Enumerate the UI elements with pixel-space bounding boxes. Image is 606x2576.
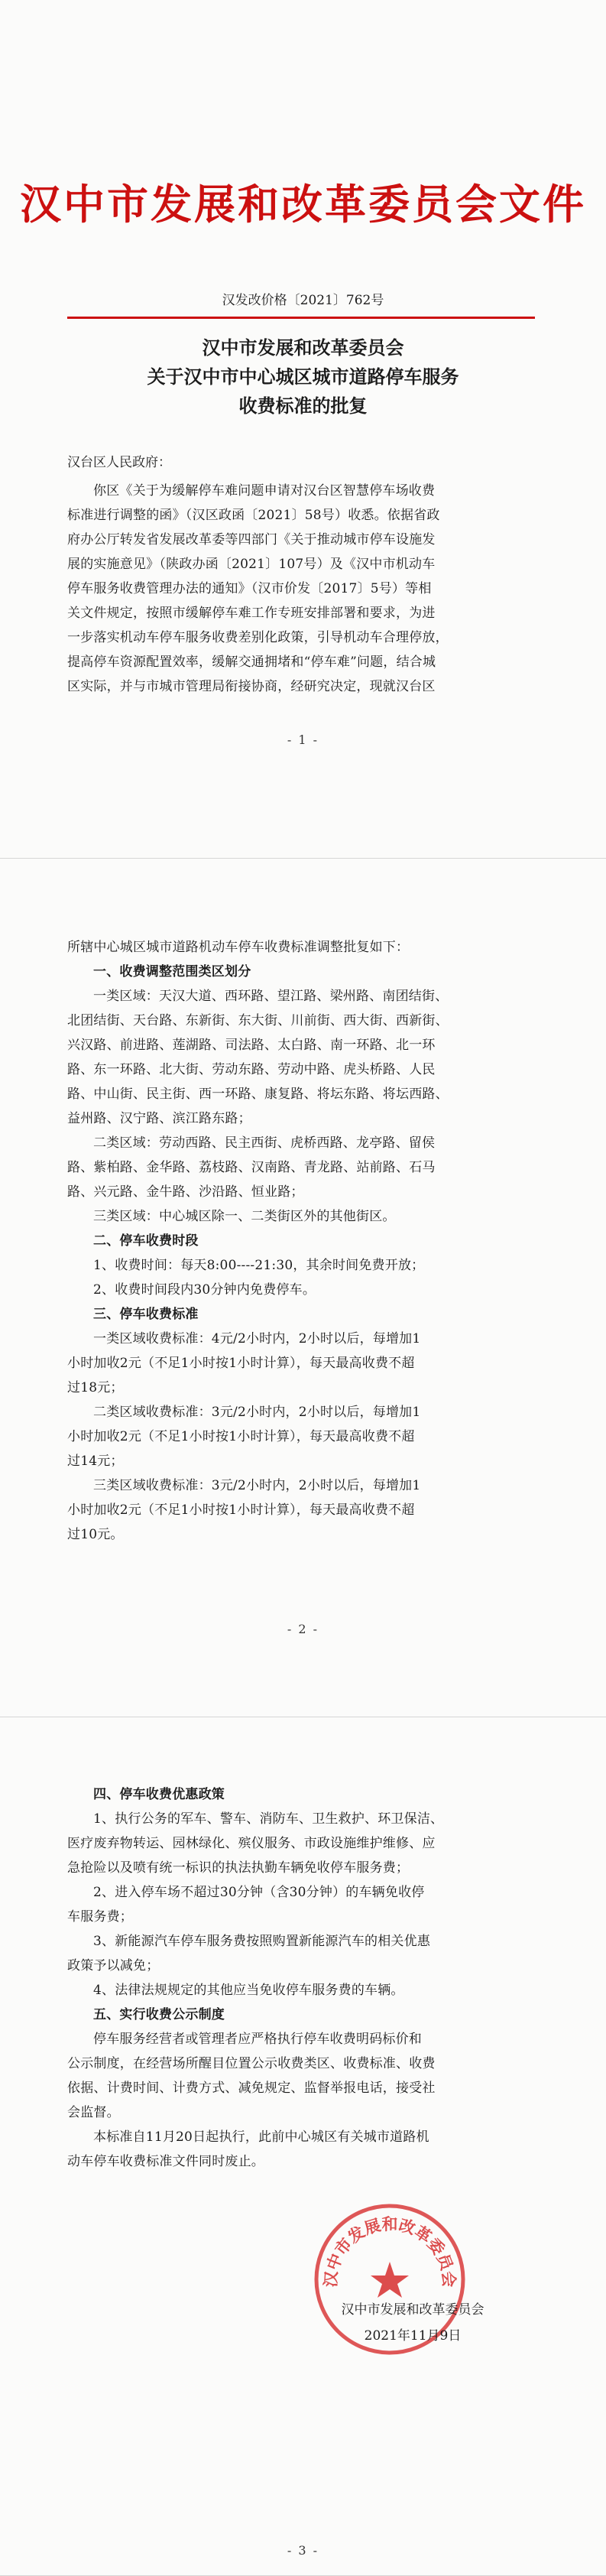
page1-body xyxy=(67,479,535,699)
paragraph-line: 小时加收2元（不足1小时按1小时计算），每天最高收费不超 xyxy=(67,1356,415,1371)
paragraph-line: 过10元。 xyxy=(67,1527,124,1542)
document-page-1 xyxy=(0,0,606,859)
paragraph-line: 一类区域：天汉大道、西环路、望江路、梁州路、南团结街、 xyxy=(93,989,449,1004)
paragraph-line: 动车停车收费标准文件同时废止。 xyxy=(67,2154,264,2169)
paragraph-line: 依据、计费时间、计费方式、减免规定、监督举报电话，接受社 xyxy=(67,2081,436,2096)
title-line: 汉中市发展和改革委员会 xyxy=(202,337,404,359)
svg-text:汉中市发展和改革委员会: 汉中市发展和改革委员会 xyxy=(321,2215,459,2289)
section-heading: 五、实行收费公示制度 xyxy=(93,2007,225,2022)
paragraph-line: 过14元； xyxy=(67,1454,124,1469)
paragraph-line: 你区《关于为缓解停车难问题申请对汉台区智慧停车场收费 xyxy=(93,483,436,499)
section-heading: 四、停车收费优惠政策 xyxy=(93,1787,225,1802)
page-number: - 2 - xyxy=(287,1622,319,1636)
signature-date: 2021年11月9日 xyxy=(364,2328,462,2344)
paragraph-line: 路、中山街、民主街、西一环路、康复路、将坛东路、将坛西路、 xyxy=(67,1087,449,1102)
document-page-2 xyxy=(0,859,606,1717)
paragraph-line: 政策予以减免； xyxy=(67,1958,160,1973)
paragraph-line: 二类区域：劳动西路、民主西街、虎桥西路、龙亭路、留侯 xyxy=(93,1135,436,1151)
paragraph-line: 三类区域收费标准：3元/2小时内，2小时以后，每增加1 xyxy=(93,1478,421,1493)
signature-block xyxy=(298,2297,527,2349)
page3-body xyxy=(67,1782,535,2174)
paragraph-line: 会监督。 xyxy=(67,2105,120,2120)
paragraph-line: 二类区域收费标准：3元/2小时内，2小时以后，每增加1 xyxy=(93,1405,421,1420)
page2-body xyxy=(67,935,535,1547)
document-title xyxy=(0,333,606,421)
document-number: 汉发改价格〔2021〕762号 xyxy=(222,293,384,308)
paragraph-line: 区实际，并与市城市管理局衔接协商，经研究决定，现就汉台区 xyxy=(67,679,436,694)
paragraph-line: 路、兴元路、金牛路、沙沿路、恒业路； xyxy=(67,1184,304,1200)
section-heading: 三、停车收费标准 xyxy=(93,1307,199,1322)
paragraph-line: 府办公厅转发省发展改革委等四部门《关于推动城市停车设施发 xyxy=(67,532,436,547)
paragraph-line: 标准进行调整的函》（汉区政函〔2021〕58号）收悉。依据省政 xyxy=(67,508,440,523)
page-number: - 3 - xyxy=(287,2543,319,2558)
signature-org: 汉中市发展和改革委员会 xyxy=(341,2302,484,2318)
paragraph-line: 路、东一环路、北大街、劳动东路、劳动中路、虎头桥路、人民 xyxy=(67,1062,436,1077)
paragraph-line: 3、新能源汽车停车服务费按照购置新能源汽车的相关优惠 xyxy=(93,1934,431,1949)
page-number: - 1 - xyxy=(287,733,319,747)
paragraph-line: 小时加收2元（不足1小时按1小时计算），每天最高收费不超 xyxy=(67,1502,415,1518)
paragraph-line: 本标准自11月20日起执行，此前中心城区有关城市道路机 xyxy=(93,2129,429,2145)
document-issuer-header: 汉中市发展和改革委员会文件 xyxy=(20,180,586,229)
paragraph-line: 1、收费时间：每天8:00----21:30，其余时间免费开放； xyxy=(93,1258,425,1273)
paragraph-line: 展的实施意见》（陕政办函〔2021〕107号）及《汉中市机动车 xyxy=(67,557,436,572)
document-page-3 xyxy=(0,1717,606,2576)
paragraph-line: 益州路、汉宁路、滨江路东路； xyxy=(67,1111,251,1126)
paragraph-line: 三类区域：中心城区除一、二类街区外的其他街区。 xyxy=(93,1209,396,1224)
paragraph-line: 所辖中心城区城市道路机动车停车收费标准调整批复如下： xyxy=(67,940,410,955)
paragraph-line: 公示制度，在经营场所醒目位置公示收费类区、收费标准、收费 xyxy=(67,2056,436,2071)
paragraph-line: 路、紫柏路、金华路、荔枝路、汉南路、青龙路、站前路、石马 xyxy=(67,1160,436,1175)
paragraph-line: 过18元； xyxy=(67,1380,124,1395)
section-heading: 一、收费调整范围类区划分 xyxy=(93,964,251,979)
paragraph-line: 兴汉路、前进路、莲湖路、司法路、太白路、南一环路、北一环 xyxy=(67,1038,436,1053)
paragraph-line: 提高停车资源配置效率，缓解交通拥堵和“停车难”问题，结合城 xyxy=(67,655,436,670)
paragraph-line: 一步落实机动车停车服务收费差别化政策，引导机动车合理停放， xyxy=(67,630,449,645)
red-divider-line xyxy=(67,317,535,319)
title-line: 收费标准的批复 xyxy=(238,395,368,417)
paragraph-line: 2、收费时间段内30分钟内免费停车。 xyxy=(93,1282,316,1298)
paragraph-line: 停车服务经营者或管理者应严格执行停车收费明码标价和 xyxy=(93,2032,422,2047)
paragraph-line: 急抢险以及喷有统一标识的执法执勤车辆免收停车服务费； xyxy=(67,1860,410,1876)
paragraph-line: 2、进入停车场不超过30分钟（含30分钟）的车辆免收停 xyxy=(93,1885,425,1900)
section-heading: 二、停车收费时段 xyxy=(93,1233,199,1249)
paragraph-line: 医疗废弃物转运、园林绿化、殡仪服务、市政设施维护维修、应 xyxy=(67,1836,436,1851)
addressee: 汉台区人民政府： xyxy=(67,455,171,470)
paragraph-line: 停车服务收费管理办法的通知》（汉市价发〔2017〕5号）等相 xyxy=(67,581,432,596)
title-line: 关于汉中市中心城区城市道路停车服务 xyxy=(147,366,459,388)
paragraph-line: 车服务费； xyxy=(67,1909,133,1925)
paragraph-line: 关文件规定，按照市缓解停车难工作专班安排部署和要求，为进 xyxy=(67,606,436,621)
paragraph-line: 一类区域收费标准：4元/2小时内，2小时以后，每增加1 xyxy=(93,1331,421,1346)
paragraph-line: 1、执行公务的军车、警车、消防车、卫生救护、环卫保洁、 xyxy=(93,1811,444,1827)
paragraph-line: 小时加收2元（不足1小时按1小时计算），每天最高收费不超 xyxy=(67,1429,415,1444)
paragraph-line: 北团结街、天台路、东新街、东大街、川前街、西大街、西新街、 xyxy=(67,1013,449,1028)
paragraph-line: 4、法律法规规定的其他应当免收停车服务费的车辆。 xyxy=(93,1983,404,1998)
